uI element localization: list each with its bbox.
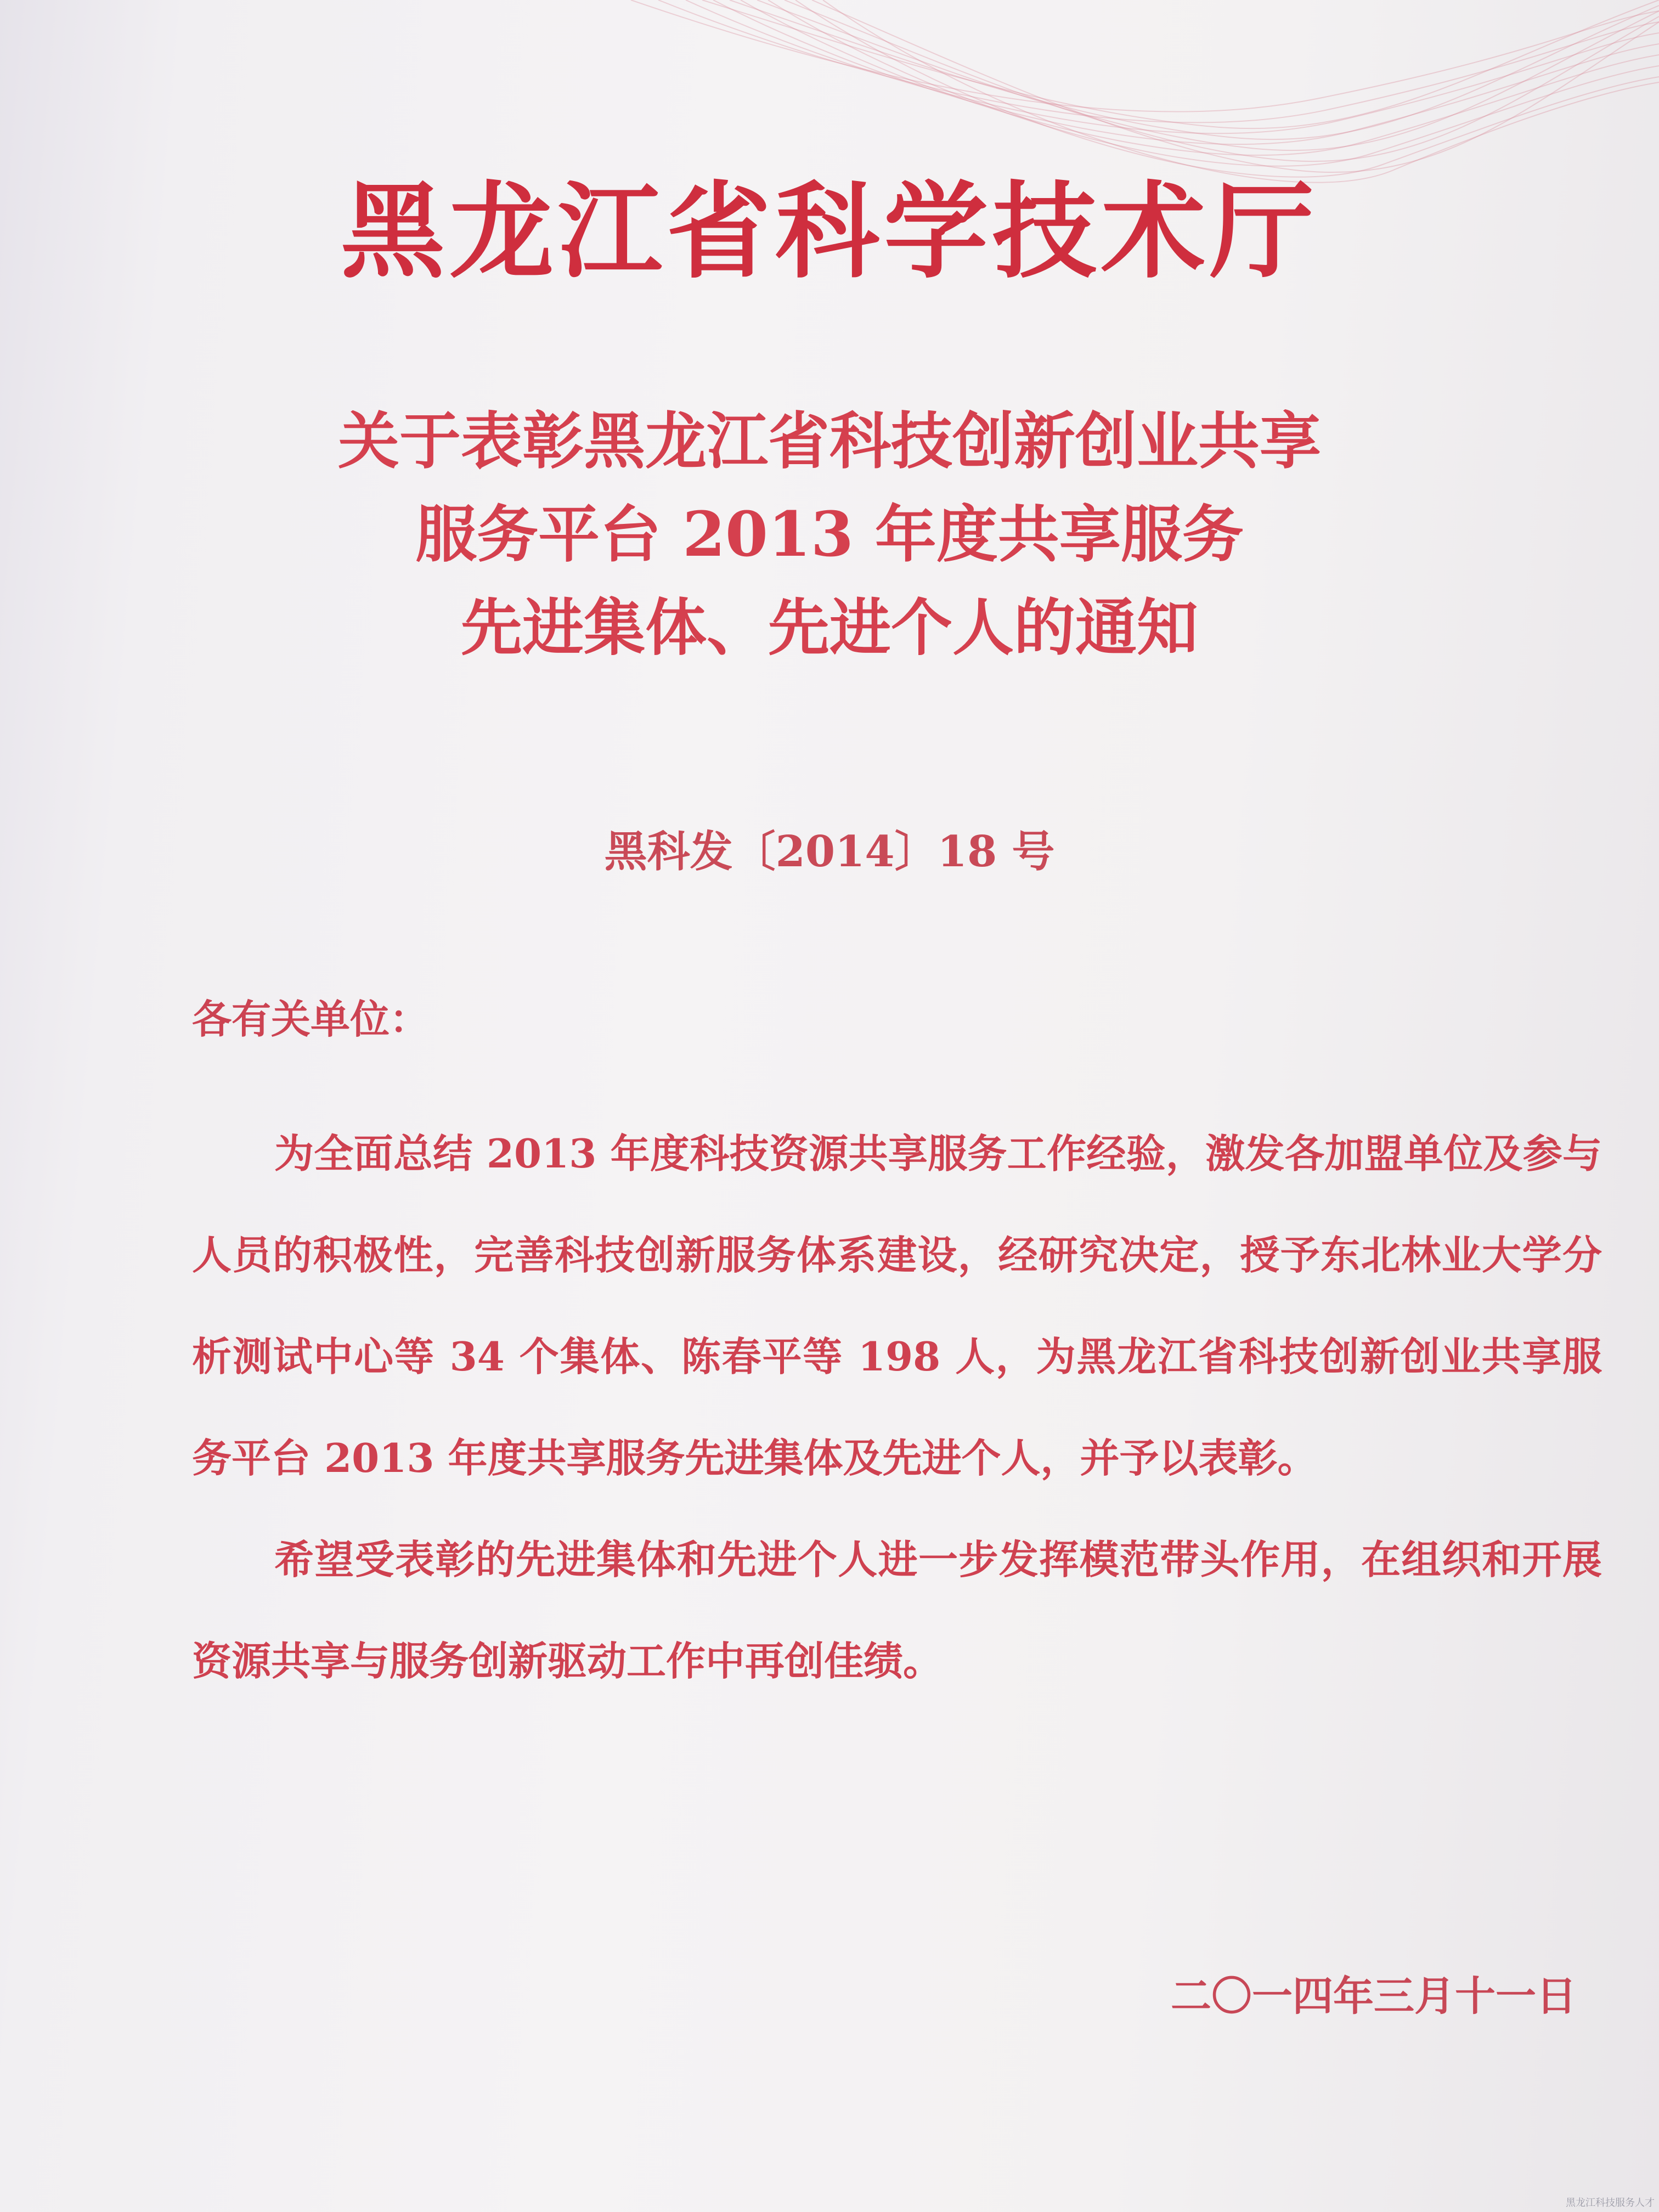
- body-paragraph-1: 为全面总结 2013 年度科技资源共享服务工作经验，激发各加盟单位及参与人员的积极性，完善科技创新服务体系建设，经研究决定，授予东北林业大学分析测试中心等 34 个集体、陈春平等 198 人，为黑龙江省科技创新创业共享服务平台 2013 年度共享服务先进集体及先进个人，并予以表彰。: [192, 1130, 1602, 1481]
- notice-title-line-1: 关于表彰黑龙江省科技创新创业共享: [338, 405, 1321, 477]
- notice-body: [192, 1103, 1602, 1712]
- corner-watermark: 黑龙江科技服务人才: [1566, 2197, 1655, 2209]
- notice-title-line-3: 先进集体、先进个人的通知: [461, 592, 1198, 664]
- notice-title: [0, 395, 1659, 675]
- issue-date: 二〇一四年三月十一日: [1171, 1973, 1577, 2020]
- notice-title-line-2: 服务平台 2013 年度共享服务: [415, 499, 1244, 571]
- salutation: 各有关单位：: [192, 996, 430, 1042]
- document-number: 黑科发〔2014〕18 号: [604, 827, 1055, 877]
- body-paragraph-2: 希望受表彰的先进集体和先进个人进一步发挥模范带头作用，在组织和开展资源共享与服务创新驱动工作中再创佳绩。: [192, 1536, 1602, 1684]
- issuing-agency-title: 黑龙江省科学技术厅: [340, 170, 1318, 292]
